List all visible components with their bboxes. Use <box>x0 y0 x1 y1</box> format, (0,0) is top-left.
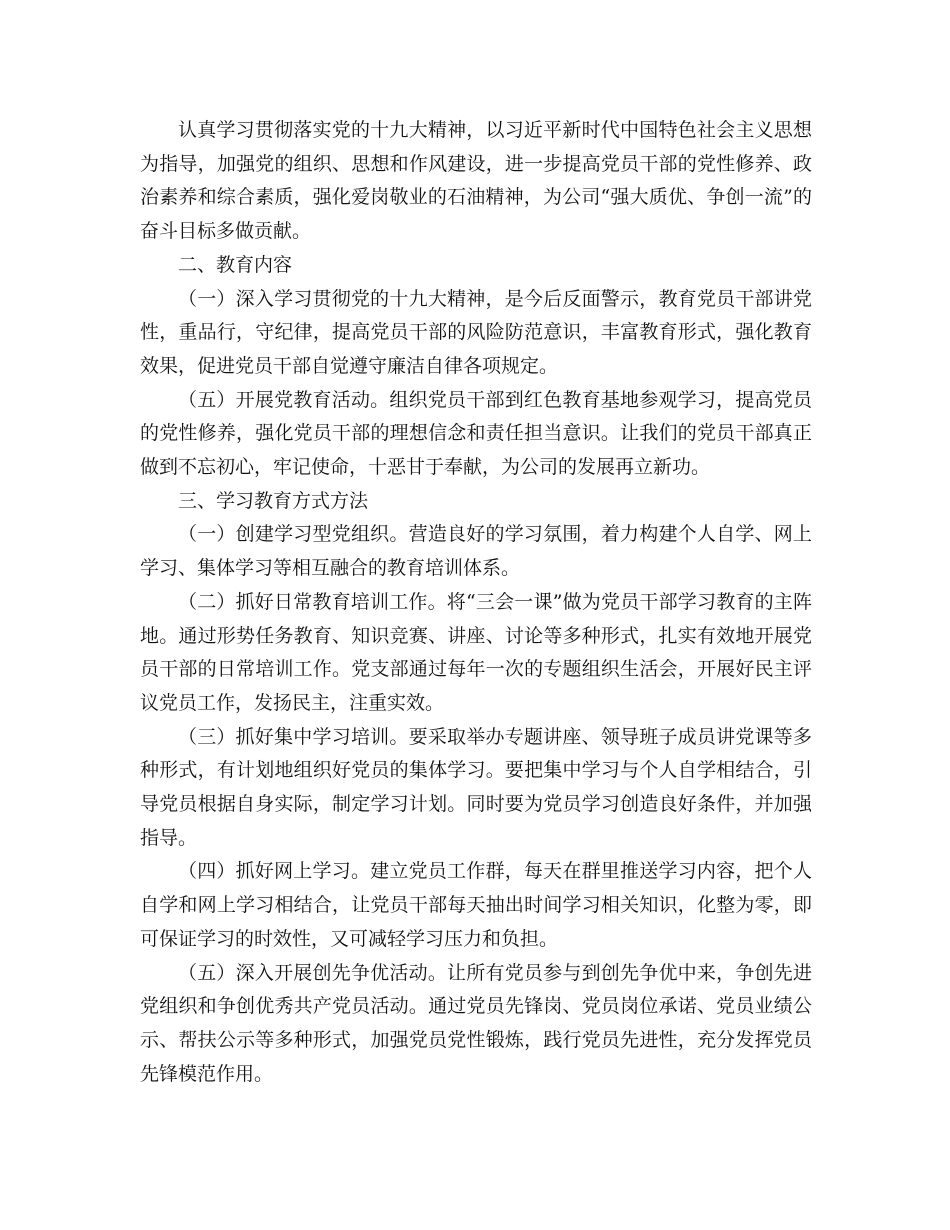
paragraph-method-1: （一）创建学习型党组织。营造良好的学习氛围，着力构建个人自学、网上学习、集体学习等相互融合的教育培训体系。 <box>140 523 812 580</box>
paragraph-intro: 认真学习贯彻落实党的十九大精神，以习近平新时代中国特色社会主义思想为指导，加强党的组织、思想和作风建设，进一步提高党员干部的党性修养、政治素养和综合素质，强化爱岗敬业的石油精神，为公司“强大质优、争创一流”的奋斗目标多做贡献。 <box>140 119 812 243</box>
paragraph-method-4: （四）抓好网上学习。建立党员工作群，每天在群里推送学习内容，把个人自学和网上学习相结合，让党员干部每天抽出时间学习相关知识，化整为零，即可保证学习的时效性，又可减轻学习压力和负担。 <box>140 860 812 950</box>
paragraph-method-3: （三）抓好集中学习培训。要采取举办专题讲座、领导班子成员讲党课等多种形式，有计划地组织好党员的集体学习。要把集中学习与个人自学相结合，引导党员根据自身实际，制定学习计划。同时要为党员学习创造良好条件，并加强指导。 <box>140 725 812 849</box>
section-heading-methods: 三、学习教育方式方法 <box>178 489 369 512</box>
document-page <box>140 114 812 1091</box>
paragraph-method-5: （五）深入开展创先争优活动。让所有党员参与到创先争优中来，争创先进党组织和争创优秀共产党员活动。通过党员先锋岗、党员岗位承诺、党员业绩公示、帮扶公示等多种形式，加强党员党性锻炼，践行党员先进性，充分发挥党员先锋模范作用。 <box>140 961 812 1085</box>
paragraph-item-1: （一）深入学习贯彻党的十九大精神，是今后反面警示，教育党员干部讲党性，重品行，守纪律，提高党员干部的风险防范意识，丰富教育形式，强化教育效果，促进党员干部自觉遵守廉洁自律各项规定。 <box>140 287 812 377</box>
section-heading-education-content: 二、教育内容 <box>178 253 293 276</box>
paragraph-method-2: （二）抓好日常教育培训工作。将“三会一课”做为党员干部学习教育的主阵地。通过形势任务教育、知识竞赛、讲座、讨论等多种形式，扎实有效地开展党员干部的日常培训工作。党支部通过每年一次的专题组织生活会，开展好民主评议党员工作，发扬民主，注重实效。 <box>140 590 812 714</box>
paragraph-item-5-education-activity: （五）开展党教育活动。组织党员干部到红色教育基地参观学习，提高党员的党性修养，强化党员干部的理想信念和责任担当意识。让我们的党员干部真正做到不忘初心，牢记使命，十恶甘于奉献，为公司的发展再立新功。 <box>140 388 812 479</box>
